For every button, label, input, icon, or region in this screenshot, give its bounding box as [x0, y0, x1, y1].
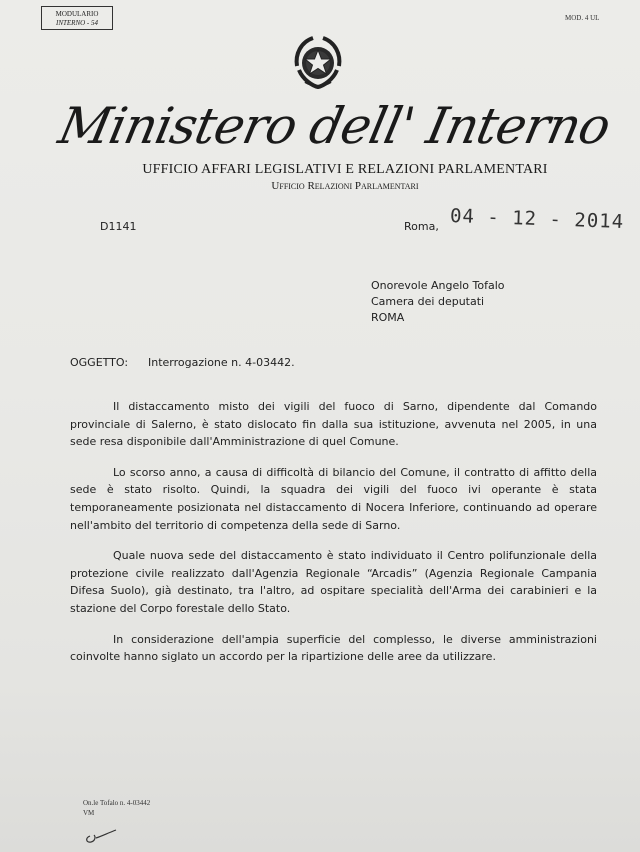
form-code-line2: INTERNO - 54 — [56, 19, 98, 27]
paragraph: In considerazione dell'ampia superficie del complesso, le diverse amministrazioni coinvolte hanno siglato un accordo per la ripartizione delle aree da utilizzare. — [70, 632, 597, 664]
recipient-city: ROMA — [371, 311, 405, 324]
letter-body — [70, 398, 597, 679]
form-code-line1: MODULARIO — [55, 10, 99, 18]
ministry-title: Ministero dell' Interno — [53, 97, 615, 155]
italian-republic-emblem-icon — [287, 30, 349, 92]
subject-label: OGGETTO: — [70, 356, 129, 369]
handwritten-initials-icon — [82, 826, 122, 844]
subject-line — [70, 356, 295, 369]
paragraph: Quale nuova sede del distaccamento è stato individuato il Centro polifunzionale della protezione civile realizzato dall'Agenzia Regionale “Arcadis” (Agenzia Regionale Campania Difesa Suolo), già destinato, tra l'altro, ad ospitare specialità dell'Arma dei carabinieri e la stazione del Corpo forestale dello Stato. — [70, 549, 597, 615]
recipient-institution: Camera dei deputati — [371, 295, 485, 308]
place-label: Roma, — [404, 220, 439, 233]
handwritten-date: 04 - 12 - 2014 — [449, 204, 625, 234]
recipient-name: Onorevole Angelo Tofalo — [371, 279, 505, 292]
protocol-number: D1141 — [100, 220, 137, 233]
recipient-block — [371, 278, 504, 326]
mod-code: MOD. 4 UL — [565, 14, 600, 22]
form-code-box — [41, 6, 113, 30]
footer-reference — [83, 798, 150, 818]
subject-text: Interrogazione n. 4-03442. — [148, 356, 295, 369]
sub-office-name: Ufficio Relazioni Parlamentari — [271, 180, 419, 192]
paragraph: Il distaccamento misto dei vigili del fuoco di Sarno, dipendente dal Comando provinciale di Salerno, è stato dislocato fin dalla sua istituzione, avvenuta nel 2005, in una sede resa disponibile dall'Amministrazione di quel Comune. — [70, 400, 597, 449]
office-name: UFFICIO AFFARI LEGISLATIVI E RELAZIONI PARLAMENTARI — [142, 162, 548, 177]
footer-initials-text: VM — [83, 809, 95, 817]
paragraph: Lo scorso anno, a causa di difficoltà di bilancio del Comune, il contratto di affitto della sede è stato risolto. Quindi, la squadra dei vigili del fuoco ivi operante è stata temporaneamente posizionata nel distaccamento di Nocera Inferiore, continuando ad operare nell'ambito del territorio di competenza della sede di Sarno. — [70, 465, 597, 532]
footer-ref-line: On.le Tofalo n. 4-03442 — [83, 799, 151, 807]
